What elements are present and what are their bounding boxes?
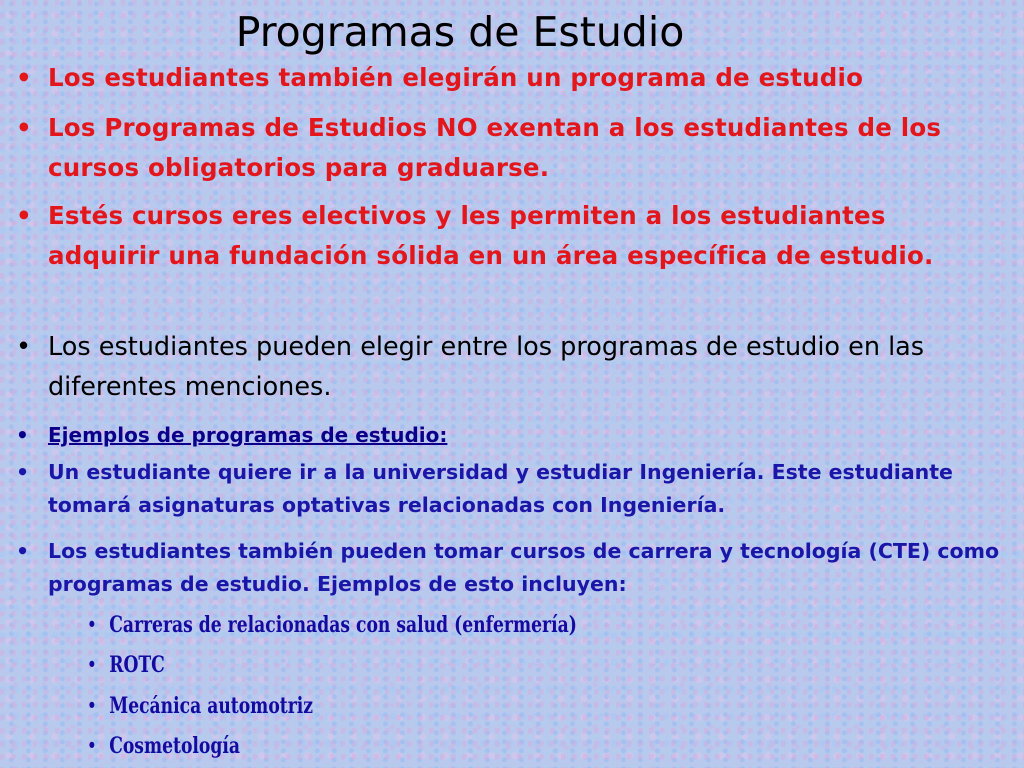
- sub-item-text: Cosmetología: [109, 733, 241, 759]
- bullet-text: Los Programas de Estudios NO exentan a los estudiantes de los cursos obligatorios para graduarse.: [48, 113, 942, 182]
- bullet-glyph: •: [87, 735, 97, 756]
- bullet-text: Un estudiante quiere ir a la universidad y estudiar Ingeniería. Este estudiante tomará asignaturas optativas relacionadas con Ingeniería.: [48, 460, 953, 517]
- bullet-glyph: •: [87, 614, 97, 635]
- examples-heading: Ejemplos de programas de estudio:: [48, 423, 448, 447]
- bullet-glyph: •: [87, 695, 97, 716]
- bullet-glyph: •: [16, 423, 29, 447]
- slide-title: Programas de Estudio: [235, 8, 685, 56]
- bullet-glyph: •: [16, 113, 32, 142]
- bullet-text: Los estudiantes también elegirán un programa de estudio: [48, 63, 864, 92]
- bullet-glyph: •: [16, 460, 30, 484]
- bullet-glyph: •: [16, 539, 30, 563]
- sub-item-text: ROTC: [109, 652, 165, 678]
- bullet-glyph: •: [16, 201, 32, 230]
- sub-item-text: Carreras de relacionadas con salud (enfermería): [109, 612, 577, 638]
- bullet-text: Los estudiantes también pueden tomar cursos de carrera y tecnología (CTE) como programas de estudio. Ejemplos de esto incluyen:: [48, 539, 1000, 596]
- bullet-text: Los estudiantes pueden elegir entre los programas de estudio en las diferentes menciones.: [48, 332, 925, 402]
- sub-item-text: Mecánica automotriz: [109, 693, 314, 719]
- bullet-glyph: •: [87, 654, 97, 675]
- bullet-glyph: •: [16, 63, 32, 92]
- bullet-text: Estés cursos eres electivos y les permiten a los estudiantes adquirir una fundación sólida en un área específica de estudio.: [48, 201, 934, 270]
- bullet-glyph: •: [16, 332, 32, 362]
